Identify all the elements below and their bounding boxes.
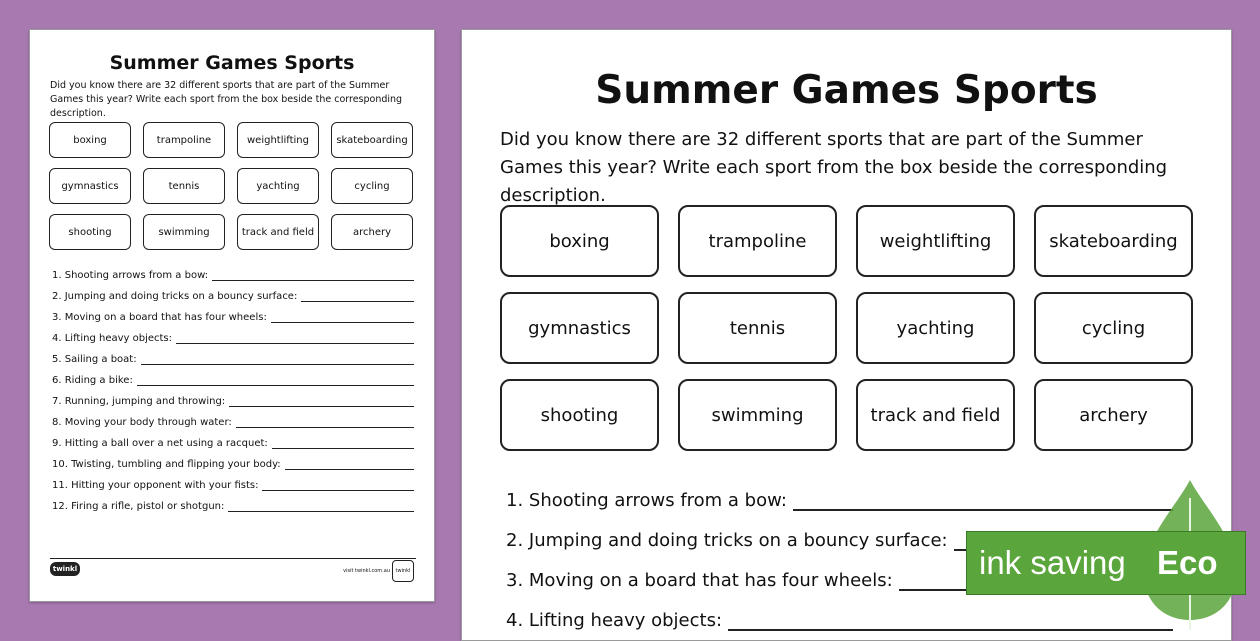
question-text: 4. Lifting heavy objects: [52, 333, 173, 344]
worksheet-thumbnail [29, 29, 435, 602]
word-box: track and field [237, 214, 319, 250]
answer-line[interactable] [793, 493, 1173, 511]
word-box: shooting [500, 379, 659, 451]
question-row [52, 270, 414, 281]
word-box: tennis [678, 292, 837, 364]
page-title: Summer Games Sports [595, 68, 1098, 113]
word-box: archery [1034, 379, 1193, 451]
question-text: 7. Running, jumping and throwing: [52, 396, 226, 407]
word-box: skateboarding [331, 122, 413, 158]
question-row [52, 333, 414, 344]
word-box: shooting [49, 214, 131, 250]
answer-line[interactable] [228, 502, 414, 512]
word-box: gymnastics [49, 168, 131, 204]
question-text: 5. Sailing a boat: [52, 354, 137, 365]
word-box: trampoline [678, 205, 837, 277]
ink-saving-text: ink saving [979, 544, 1126, 581]
word-box: swimming [678, 379, 837, 451]
word-box: cycling [1034, 292, 1193, 364]
question-text: 8. Moving your body through water: [52, 417, 232, 428]
answer-line[interactable] [271, 313, 414, 323]
word-box: weightlifting [237, 122, 319, 158]
question-row [52, 354, 414, 365]
word-box: skateboarding [1034, 205, 1193, 277]
question-row [52, 291, 414, 302]
word-box: boxing [500, 205, 659, 277]
question-text: 2. Jumping and doing tricks on a bouncy surface: [506, 530, 948, 551]
question-row [52, 396, 414, 407]
word-box: tennis [143, 168, 225, 204]
answer-line[interactable] [301, 292, 414, 302]
question-text: 1. Shooting arrows from a bow: [52, 270, 209, 281]
question-text: 12. Firing a rifle, pistol or shotgun: [52, 501, 225, 512]
footer-url: visit twinkl.com.au [343, 568, 390, 574]
word-box: gymnastics [500, 292, 659, 364]
answer-line[interactable] [728, 613, 1173, 631]
question-text: 3. Moving on a board that has four wheels: [52, 312, 267, 323]
word-box: boxing [49, 122, 131, 158]
question-row [52, 480, 414, 491]
question-text: 9. Hitting a ball over a net using a racquet: [52, 438, 268, 449]
word-box: yachting [237, 168, 319, 204]
question-row [52, 312, 414, 323]
word-box: trampoline [143, 122, 225, 158]
question-row [52, 375, 414, 386]
twinkl-logo: twinkl [50, 562, 80, 576]
answer-line[interactable] [212, 271, 414, 281]
question-text: 4. Lifting heavy objects: [506, 610, 723, 631]
question-text: 3. Moving on a board that has four wheels: [506, 570, 893, 591]
answer-line[interactable] [285, 460, 414, 470]
question-row [52, 417, 414, 428]
word-box: yachting [856, 292, 1015, 364]
footer-badge-icon: twinkl [392, 560, 414, 582]
question-row [52, 459, 414, 470]
answer-line[interactable] [229, 397, 414, 407]
word-box: swimming [143, 214, 225, 250]
answer-line[interactable] [141, 355, 414, 365]
answer-line[interactable] [262, 481, 414, 491]
question-text: 11. Hitting your opponent with your fists: [52, 480, 259, 491]
question-text: 2. Jumping and doing tricks on a bouncy surface: [52, 291, 298, 302]
word-box: cycling [331, 168, 413, 204]
question-row [506, 610, 1173, 631]
footer-divider [50, 558, 416, 559]
intro-text: Did you know there are 32 different sports that are part of the Summer Games this year? Write each sport from the box beside the corresponding description. [500, 129, 1168, 206]
answer-line[interactable] [272, 439, 414, 449]
answer-line[interactable] [176, 334, 414, 344]
ink-saving-banner [966, 531, 1246, 595]
word-box: archery [331, 214, 413, 250]
question-text: 10. Twisting, tumbling and flipping your body: [52, 459, 281, 470]
answer-line[interactable] [236, 418, 414, 428]
question-row [52, 501, 414, 512]
word-box: weightlifting [856, 205, 1015, 277]
eco-label: Eco [1157, 544, 1218, 581]
word-box: track and field [856, 379, 1015, 451]
question-text: 1. Shooting arrows from a bow: [506, 490, 787, 511]
question-row [506, 490, 1173, 511]
answer-line[interactable] [137, 376, 414, 386]
thumbnail-intro: Did you know there are 32 different sports that are part of the Summer Games this year? Write each sport from the box beside the corresponding description. [50, 80, 403, 119]
question-text: 6. Riding a bike: [52, 375, 133, 386]
thumbnail-title: Summer Games Sports [109, 52, 355, 74]
question-row [52, 438, 414, 449]
